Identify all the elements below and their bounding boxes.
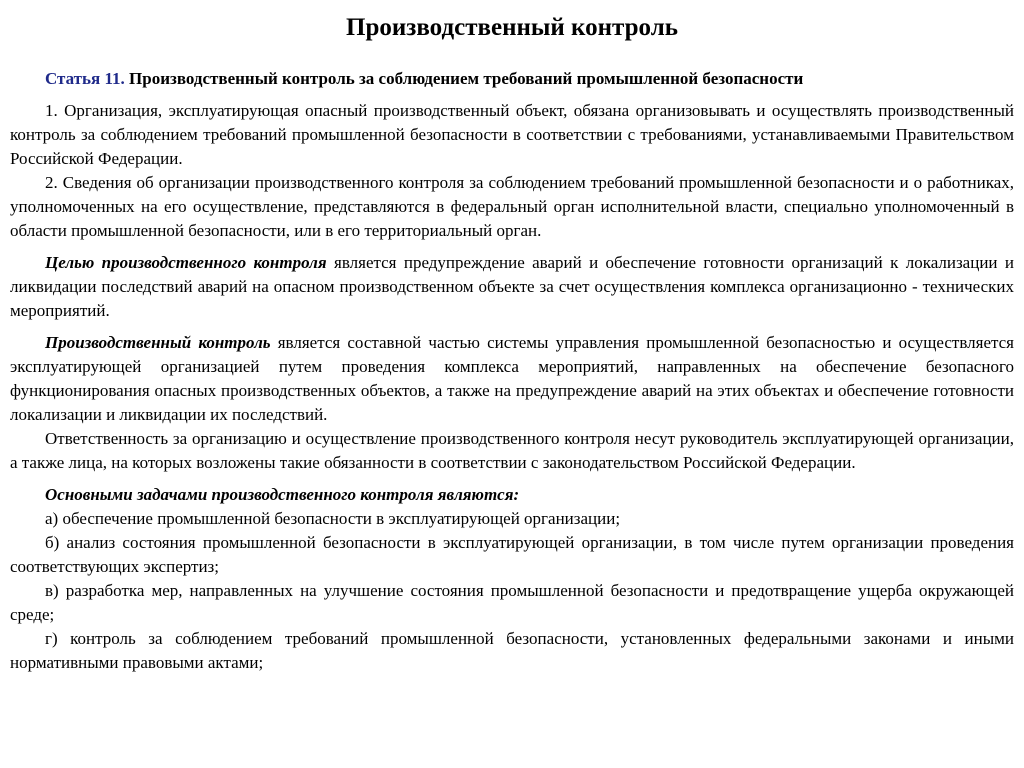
goal-paragraph — [10, 251, 1014, 323]
definition-text: является составной частью системы управления промышленной безопасностью и осуществляется эксплуатирующей организацией путем проведения комплекса мероприятий, направленных на обеспечение безопасного функционирования опасных производственных объектов, а также на предупреждение аварий на этих объектах и обеспечение готовности локализации и ликвидации их последствий. — [10, 333, 1014, 424]
task-item-a: а) обеспечение промышленной безопасности в эксплуатирующей организации; — [45, 509, 621, 528]
task-item-c: в) разработка мер, направленных на улучшение состояния промышленной безопасности и предотвращение ущерба окружающей среде; — [10, 581, 1014, 624]
goal-lead: Целью производственного контроля — [45, 253, 327, 272]
article-heading — [10, 67, 1014, 91]
task-item-b: б) анализ состояния промышленной безопасности в эксплуатирующей организации, в том числе путем организации проведения соответствующих экспертиз; — [10, 533, 1014, 576]
definition-paragraph — [10, 331, 1014, 427]
article-paragraph-2: 2. Сведения об организации производственного контроля за соблюдением требований промышленной безопасности и о работниках, уполномоченных на его осуществление, представляются в федеральный орган исполнительной власти, специально уполномоченный в области промышленной безопасности, или в его территориальный орган. — [10, 173, 1014, 240]
task-item-d: г) контроль за соблюдением требований промышленной безопасности, установленных федеральными законами и иными нормативными правовыми актами; — [10, 629, 1014, 672]
article-paragraph-1: 1. Организация, эксплуатирующая опасный производственный объект, обязана организовывать и осуществлять производственный контроль за соблюдением требований промышленной безопасности в соответствии с требованиями, устанавливаемыми Правительством Российской Федерации. — [10, 101, 1014, 168]
tasks-heading — [10, 483, 1014, 507]
definition-lead: Производственный контроль — [45, 333, 271, 352]
responsibility-paragraph: Ответственность за организацию и осуществление производственного контроля несут руководитель эксплуатирующей организации, а также лица, на которых возложены такие обязанности в соответствии с законодательством Российской Федерации. — [10, 429, 1014, 472]
article-number: Статья 11. — [45, 69, 125, 88]
page-title: Производственный контроль — [346, 14, 678, 41]
tasks-heading-text: Основными задачами производственного контроля являются: — [45, 485, 520, 504]
article-title: Производственный контроль за соблюдением требований промышленной безопасности — [129, 69, 804, 88]
goal-text: является предупреждение аварий и обеспечение готовности организаций к локализации и ликвидации последствий аварий на опасном производственном объекте за счет осуществления комплекса организационно - технических мероприятий. — [10, 253, 1014, 320]
